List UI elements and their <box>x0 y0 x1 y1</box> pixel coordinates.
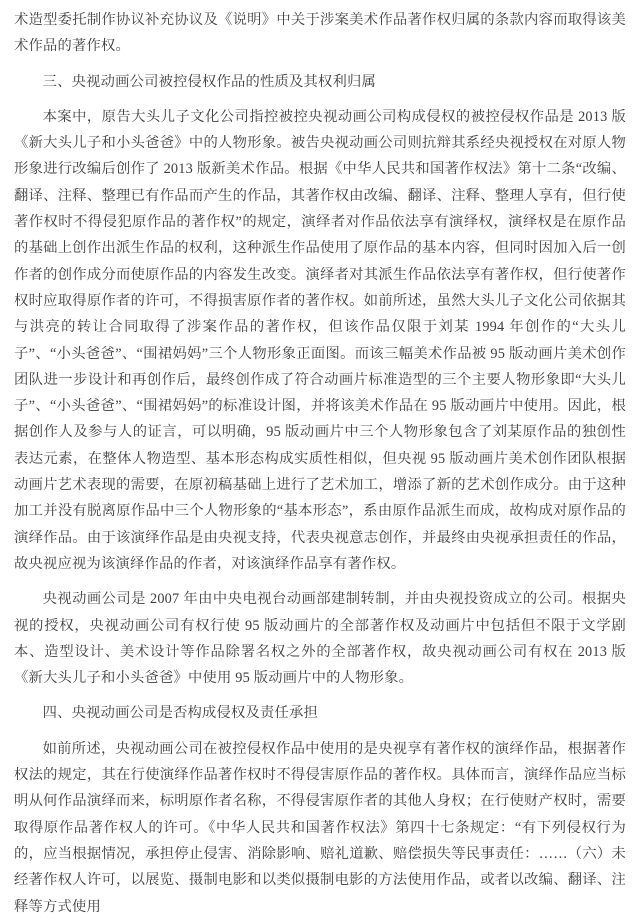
section-heading: 三、央视动画公司被控侵权作品的性质及其权利归属 <box>42 73 377 90</box>
paragraph: 如前所述，央视动画公司在被控侵权作品中使用的是央视享有著作权的演绎作品，根据著作权法的规定，其在行使演绎作品著作权时不得侵害原作品的著作权。具体而言，演绎作品应当标明从何作品演绎而来，标明原作者名称，不得侵害原作者的其他人身权；在行使财产权时，需要取得原作品著作权人的许可。《中华人民共和国著作权法》第四十七条规定：“有下列侵权行为的，应当根据情况，承担停止侵害、消除影响、赔礼道歉、赔偿损失等民事责任：……（六）未经著作权人许可，以展览、摄制电影和以类似摄制电影的方法使用作品，或者以改编、翻译、注释等方式使用 <box>14 740 626 915</box>
paragraph: 术造型委托制作协议补充协议及《说明》中关于涉案美术作品著作权归属的条款内容而取得该美术作品的著作权。 <box>14 12 626 55</box>
paragraph: 央视动画公司是 2007 年由中央电视台动画部建制转制，并由央视投资成立的公司。根据央视的授权，央视动画公司有权行使 95 版动画片的全部著作权及动画片中包括但不限于文学剧本、造型设计、美术设计等作品除署名权之外的全部著作权，故央视动画公司有权在 2013 版《新大头儿子和小头爸爸》中使用 95 版动画片中的人物形象。 <box>14 591 626 687</box>
paragraph: 本案中，原告大头儿子文化公司指控被控央视动画公司构成侵权的被控侵权作品是 2013 版《新大头儿子和小头爸爸》中的人物形象。被告央视动画公司则抗辩其系经央视授权在对原人物形象进行改编后创作了 2013 版新美术作品。根据《中华人民共和国著作权法》第十二条“改编、翻译、注释、整理已有作品而产生的作品，其著作权由改编、翻译、注释、整理人享有，但行使著作权时不得侵犯原作品的著作权”的规定，演绎者对作品依法享有演绎权，演绎权是在原作品的基础上创作出派生作品的权利，这种派生作品使用了原作品的基本内容，但同时因加入后一创作者的创作成分而使原作品的内容发生改变。演绎者对其派生作品依法享有著作权，但行使著作权时应取得原作者的许可，不得损害原作者的著作权。如前所述，虽然大头儿子文化公司依据其与洪亮的转让合同取得了涉案作品的著作权，但该作品仅限于刘某 1994 年创作的“大头儿子”、“小头爸爸”、“围裙妈妈”三个人物形象正面图。而该三幅美术作品被 95 版动画片美术创作团队进一步设计和再创作后，最终创作成了符合动画片标准造型的三个主要人物形象即“大头儿子”、“小头爸爸”、“围裙妈妈”的标准设计图，并将该美术作品在 95 版动画片中使用。因此，根据创作人及参与人的证言，可以明确，95 版动画片中三个人物形象包含了刘某原作品的独创性表达元素，在整体人物造型、基本形态构成实质性相似，但央视 95 版动画片美术创作团队根据动画片艺术表现的需要，在原初稿基础上进行了艺术加工，增添了新的艺术创作成分。由于这种加工并没有脱离原作品中三个人物形象的“基本形态”，系由原作品派生而成，故构成对原作品的演绎作品。由于该演绎作品是由央视支持，代表央视意志创作，并最终由央视承担责任的作品，故央视应视为该演绎作品的作者，对该演绎作品享有著作权。 <box>14 108 626 572</box>
document-body <box>14 7 626 920</box>
section-heading: 四、央视动画公司是否构成侵权及责任承担 <box>42 705 319 722</box>
